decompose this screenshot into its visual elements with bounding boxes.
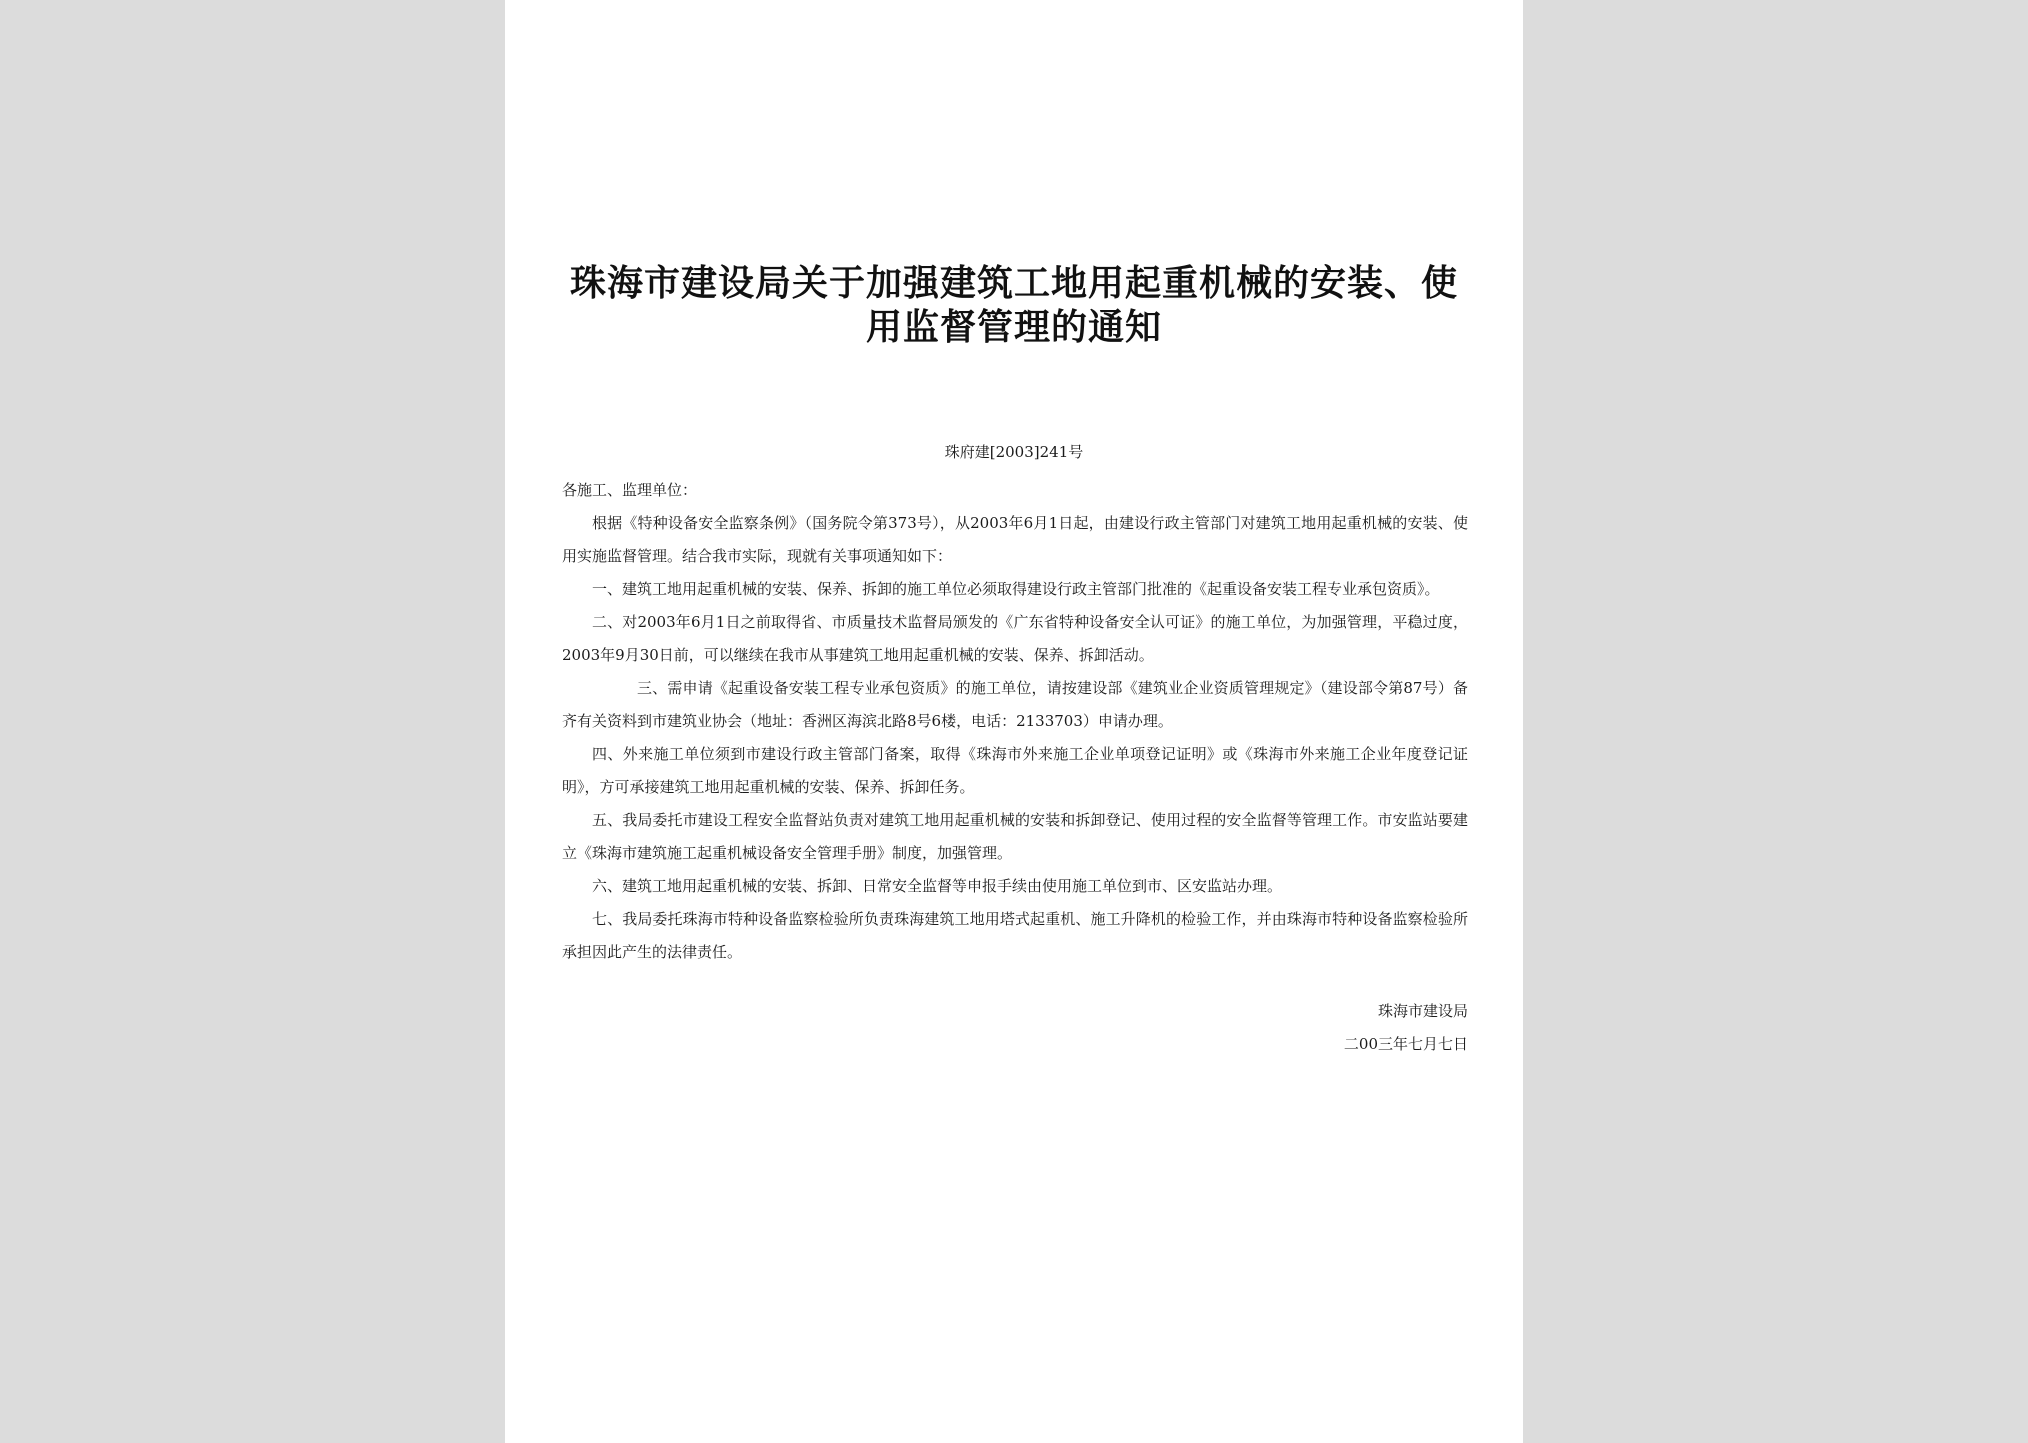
item-7-paragraph: 七、我局委托珠海市特种设备监察检验所负责珠海建筑工地用塔式起重机、施工升降机的检验工作，并由珠海市特种设备监察检验所承担因此产生的法律责任。 (562, 910, 1468, 961)
document-body (562, 474, 1468, 969)
document-number: 珠府建[2003]241号 (944, 443, 1084, 461)
salutation: 各施工、监理单位： (562, 481, 698, 499)
signature-date: 二00三年七月七日 (1343, 1035, 1468, 1053)
item-2-paragraph: 二、对2003年6月1日之前取得省、市质量技术监督局颁发的《广东省特种设备安全认可证》的施工单位，为加强管理，平稳过度，2003年9月30日前，可以继续在我市从事建筑工地用起重机械的安装、保养、拆卸活动。 (562, 613, 1468, 664)
intro-paragraph: 根据《特种设备安全监察条例》（国务院令第373号），从2003年6月1日起，由建设行政主管部门对建筑工地用起重机械的安装、使用实施监督管理。结合我市实际，现就有关事项通知如下： (562, 514, 1468, 565)
document-page (505, 0, 1523, 1443)
title-line-2: 用监督管理的通知 (865, 307, 1162, 348)
item-4-paragraph: 四、外来施工单位须到市建设行政主管部门备案，取得《珠海市外来施工企业单项登记证明》或《珠海市外来施工企业年度登记证明》，方可承接建筑工地用起重机械的安装、保养、拆卸任务。 (562, 745, 1468, 796)
item-3-paragraph: 三、需申请《起重设备安装工程专业承包资质》的施工单位，请按建设部《建筑业企业资质管理规定》（建设部令第87号）备齐有关资料到市建筑业协会（地址：香洲区海滨北路8号6楼，电话：2133703）申请办理。 (562, 679, 1468, 730)
item-5-paragraph: 五、我局委托市建设工程安全监督站负责对建筑工地用起重机械的安装和拆卸登记、使用过程的安全监督等管理工作。市安监站要建立《珠海市建筑施工起重机械设备安全管理手册》制度，加强管理。 (562, 811, 1468, 862)
signature-organization: 珠海市建设局 (1377, 1002, 1468, 1020)
item-6-paragraph: 六、建筑工地用起重机械的安装、拆卸、日常安全监督等申报手续由使用施工单位到市、区安监站办理。 (592, 877, 1283, 895)
document-title (545, 262, 1483, 350)
item-1-paragraph: 一、建筑工地用起重机械的安装、保养、拆卸的施工单位必须取得建设行政主管部门批准的《起重设备安装工程专业承包资质》。 (592, 580, 1440, 598)
title-line-1: 珠海市建设局关于加强建筑工地用起重机械的安装、使 (569, 263, 1458, 304)
